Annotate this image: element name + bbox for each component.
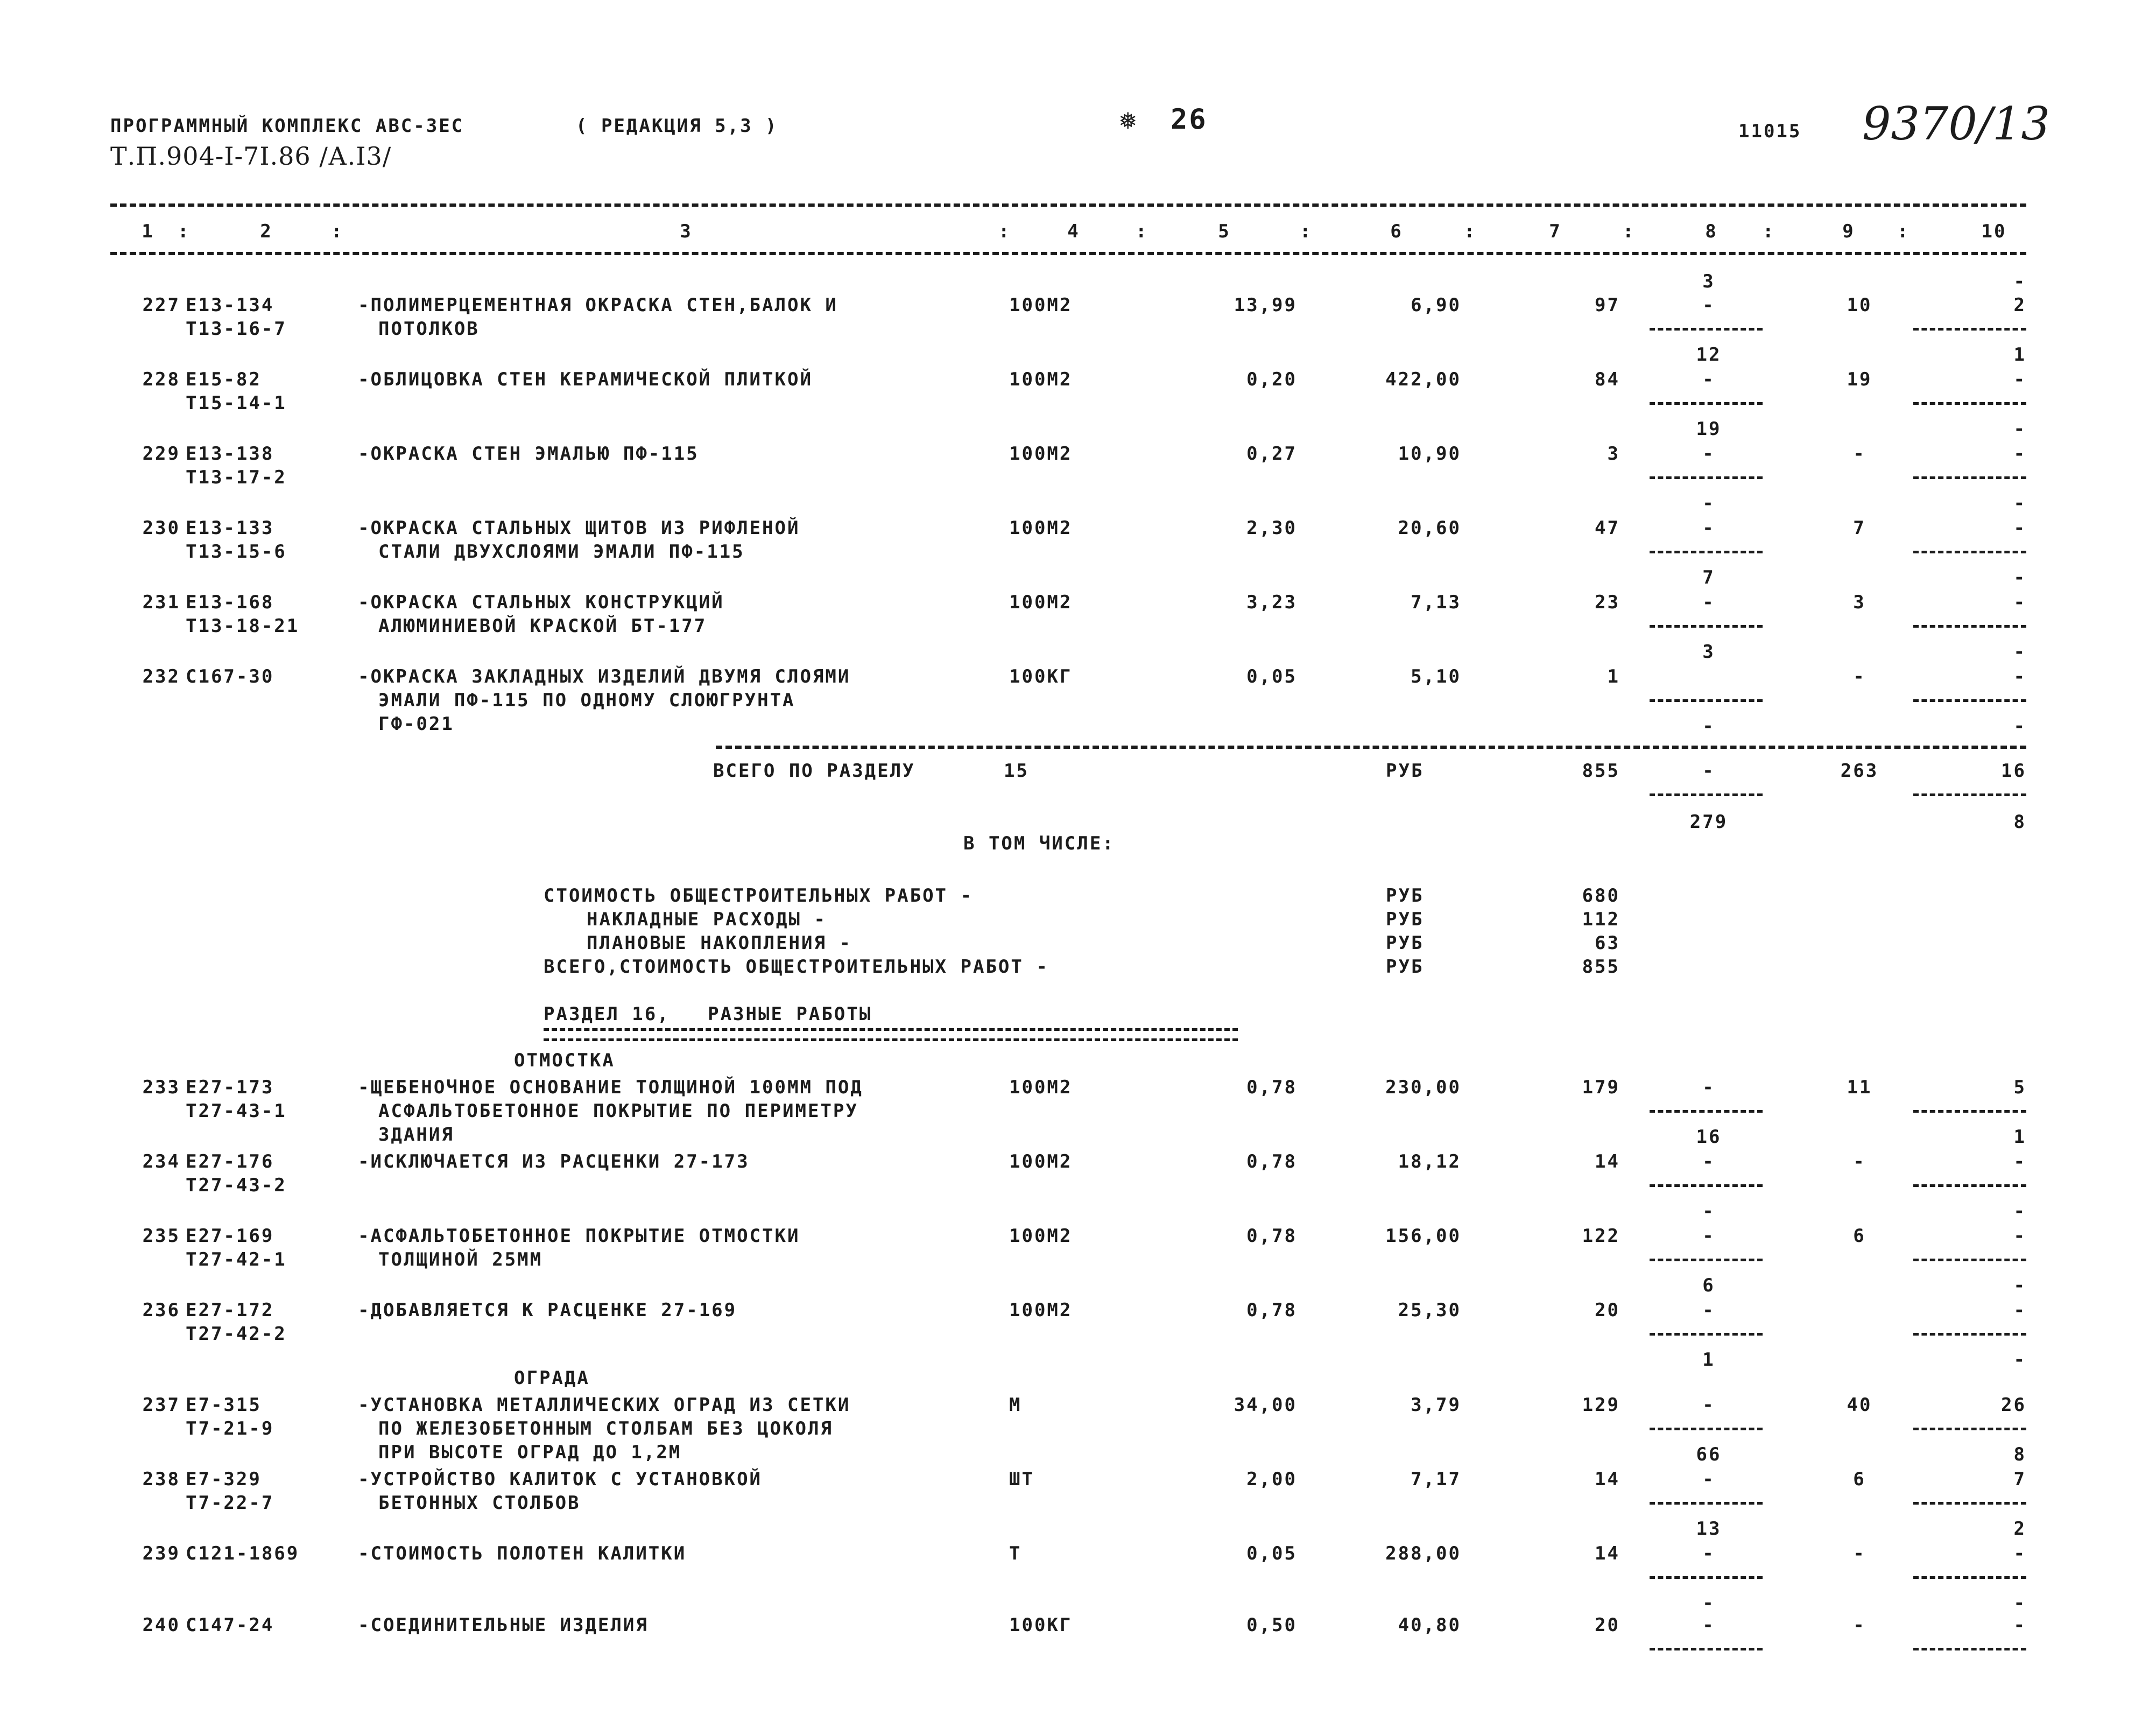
row-cost: 14 [1595, 1543, 1620, 1564]
row-col9: - [1853, 443, 1866, 465]
col8-underline [1650, 551, 1763, 553]
row-description-line: БЕТОННЫХ СТОЛБОВ [378, 1492, 581, 1514]
subheading-otmostka: ОТМОСТКА [514, 1050, 615, 1071]
row-code: Е27-172 [186, 1299, 274, 1321]
col10-underline [1913, 1184, 2026, 1187]
row-col10-bottom: - [2013, 567, 2026, 588]
row-col8: - [1702, 1077, 1715, 1098]
col8-underline [1650, 402, 1763, 405]
row-code-secondary: Т27-42-2 [186, 1323, 287, 1345]
section-total-unit: РУБ [1386, 760, 1424, 782]
col10-underline [1913, 402, 2026, 405]
row-description-line: -ДОБАВЛЯЕТСЯ К РАСЦЕНКЕ 27-169 [358, 1299, 737, 1321]
row-description-line: -ОКРАСКА СТАЛЬНЫХ КОНСТРУКЦИЙ [358, 592, 724, 613]
row-col10: - [2013, 1543, 2026, 1564]
row-cost: 20 [1595, 1299, 1620, 1321]
row-code: Е27-169 [186, 1225, 274, 1247]
row-unit: 100М2 [1009, 1225, 1073, 1247]
row-code-secondary: Т13-15-6 [186, 541, 287, 563]
row-price: 230,00 [1385, 1077, 1461, 1098]
row-col8-bottom: 3 [1702, 641, 1715, 663]
row-description-line: -ПОЛИМЕРЦЕМЕНТНАЯ ОКРАСКА СТЕН,БАЛОК И [358, 294, 838, 316]
row-col9: 40 [1847, 1394, 1872, 1416]
row-code-secondary: Т7-22-7 [186, 1492, 274, 1514]
row-number: 236 [142, 1299, 180, 1321]
row-quantity: 0,78 [1246, 1225, 1297, 1247]
row-price: 422,00 [1385, 369, 1461, 390]
row-code: С147-24 [186, 1614, 274, 1636]
column-separator: : [1300, 221, 1313, 242]
row-description-line: ТОЛЩИНОЙ 25ММ [378, 1249, 543, 1270]
summary-label: НАКЛАДНЫЕ РАСХОДЫ - [587, 909, 827, 930]
row-number: 238 [142, 1469, 180, 1490]
row-code-secondary: Т7-21-9 [186, 1418, 274, 1439]
col10-underline [1913, 1428, 2026, 1430]
column-number-2: 2 [260, 221, 273, 242]
row-description-line: -ОКРАСКА СТАЛЬНЫХ ЩИТОВ ИЗ РИФЛЕНОЙ [358, 517, 800, 539]
row-unit: 100М2 [1009, 592, 1073, 613]
column-number-7: 7 [1549, 221, 1562, 242]
row-col8-bottom: - [1702, 715, 1715, 737]
row-quantity: 0,78 [1246, 1151, 1297, 1172]
row-col10-bottom: 8 [2013, 1444, 2026, 1465]
summary-value: 63 [1595, 932, 1620, 954]
section-total-col9: 263 [1840, 760, 1879, 782]
row-col10-bottom: - [2013, 715, 2026, 737]
row-unit: 100М2 [1009, 294, 1073, 316]
row-col8: - [1702, 1225, 1715, 1247]
row-unit: 100М2 [1009, 443, 1073, 465]
row-unit: 100М2 [1009, 517, 1073, 539]
col8-underline [1650, 625, 1763, 628]
column-separator: : [1136, 221, 1149, 242]
row-price: 288,00 [1385, 1543, 1461, 1564]
including-label: В ТОМ ЧИСЛЕ: [963, 833, 1115, 854]
row-price: 6,90 [1411, 294, 1461, 316]
row-col10: 26 [2001, 1394, 2026, 1416]
row-quantity: 2,30 [1246, 517, 1297, 539]
col8-underline [1650, 1110, 1763, 1113]
section-total-col10-bottom: 8 [2013, 811, 2026, 833]
row-col8-bottom: - [1702, 493, 1715, 514]
row-col10: - [2013, 592, 2026, 613]
section-total-label: ВСЕГО ПО РАЗДЕЛУ [713, 760, 915, 782]
col10-underline [1913, 1648, 2026, 1650]
program-title: ПРОГРАММНЫЙ КОМПЛЕКС АВС-3ЕС [110, 115, 464, 137]
column-number-5: 5 [1218, 221, 1231, 242]
column-separator: : [998, 221, 1011, 242]
row-number: 228 [142, 369, 180, 390]
row-description-line: ПО ЖЕЛЕЗОБЕТОННЫМ СТОЛБАМ БЕЗ ЦОКОЛЯ [378, 1418, 833, 1439]
row-col10-bottom: - [2013, 1349, 2026, 1371]
row-quantity: 0,78 [1246, 1299, 1297, 1321]
row-description-line: -УСТАНОВКА МЕТАЛЛИЧЕСКИХ ОГРАД ИЗ СЕТКИ [358, 1394, 851, 1416]
row-cost: 14 [1595, 1151, 1620, 1172]
row-code-secondary: Т13-17-2 [186, 467, 287, 488]
row-col9: 10 [1847, 294, 1872, 316]
row-number: 237 [142, 1394, 180, 1416]
summary-unit: РУБ [1386, 909, 1424, 930]
row-price: 10,90 [1398, 443, 1461, 465]
col10-underline [1913, 699, 2026, 702]
row-unit: 100М2 [1009, 1077, 1073, 1098]
row-number: 231 [142, 592, 180, 613]
row-price: 18,12 [1398, 1151, 1461, 1172]
row-number: 240 [142, 1614, 180, 1636]
row-col10-bottom: - [2013, 1592, 2026, 1614]
row-code: Е13-134 [186, 294, 274, 316]
row-code: Е13-138 [186, 443, 274, 465]
row-price: 156,00 [1385, 1225, 1461, 1247]
col10-underline [1913, 1576, 2026, 1579]
page-glyph-icon: ❅ [1119, 103, 1138, 136]
row-code-secondary: Т27-43-2 [186, 1175, 287, 1196]
row-unit: М [1009, 1394, 1022, 1416]
row-col10-bottom: 2 [2013, 1518, 2026, 1540]
row-quantity: 0,78 [1246, 1077, 1297, 1098]
row-description-line: -ОКРАСКА СТЕН ЭМАЛЬЮ ПФ-115 [358, 443, 699, 465]
row-description-line: ПРИ ВЫСОТЕ ОГРАД ДО 1,2М [378, 1442, 682, 1463]
col8-underline [1650, 1648, 1763, 1650]
subheading-ograda: ОГРАДА [514, 1367, 590, 1389]
summary-label: ВСЕГО,СТОИМОСТЬ ОБЩЕСТРОИТЕЛЬНЫХ РАБОТ - [544, 956, 1049, 978]
summary-unit: РУБ [1386, 956, 1424, 978]
program-edition: ( РЕДАКЦИЯ 5,3 ) [576, 115, 778, 137]
col10-underline [1913, 1502, 2026, 1505]
row-price: 25,30 [1398, 1299, 1461, 1321]
row-quantity: 34,00 [1234, 1394, 1297, 1416]
row-col8: - [1702, 1543, 1715, 1564]
col10-underline [1913, 1259, 2026, 1261]
row-col8-bottom: - [1702, 1592, 1715, 1614]
col8-underline [1650, 1428, 1763, 1430]
row-cost: 129 [1582, 1394, 1620, 1416]
row-col8-bottom: 6 [1702, 1275, 1715, 1296]
summary-value: 112 [1582, 909, 1620, 930]
row-col10-bottom: - [2013, 1275, 2026, 1296]
row-col8: - [1702, 294, 1715, 316]
section-total-col8: - [1702, 760, 1715, 782]
row-col10: - [2013, 369, 2026, 390]
total-rule [716, 746, 2026, 749]
row-unit: Т [1009, 1543, 1022, 1564]
row-col8-bottom: 19 [1696, 418, 1722, 440]
row-col9: 19 [1847, 369, 1872, 390]
row-quantity: 3,23 [1246, 592, 1297, 613]
row-quantity: 13,99 [1234, 294, 1297, 316]
row-col8: - [1702, 592, 1715, 613]
row-col8: - [1702, 1614, 1715, 1636]
row-description-line: СТАЛИ ДВУХСЛОЯМИ ЭМАЛИ ПФ-115 [378, 541, 745, 563]
row-number: 229 [142, 443, 180, 465]
row-code: Е7-329 [186, 1469, 262, 1490]
summary-label: СТОИМОСТЬ ОБЩЕСТРОИТЕЛЬНЫХ РАБОТ - [544, 885, 973, 907]
row-cost: 84 [1595, 369, 1620, 390]
row-unit: ШТ [1009, 1469, 1034, 1490]
document-code: 11015 [1738, 121, 1802, 142]
row-unit: 100М2 [1009, 369, 1073, 390]
column-separator: : [1763, 221, 1775, 242]
row-code: С167-30 [186, 666, 274, 687]
row-description-line: ГФ-021 [378, 713, 454, 735]
row-col10: - [2013, 1151, 2026, 1172]
row-col10: - [2013, 443, 2026, 465]
header-rule [110, 252, 2026, 255]
row-unit: 100М2 [1009, 1299, 1073, 1321]
row-col10: 7 [2013, 1469, 2026, 1490]
row-price: 20,60 [1398, 517, 1461, 539]
col8-underline [1650, 476, 1763, 479]
section-total-cost: 855 [1582, 760, 1620, 782]
col10-underline [1913, 476, 2026, 479]
row-description-line: ПОТОЛКОВ [378, 318, 480, 340]
row-col9: 6 [1853, 1469, 1866, 1490]
summary-label: ПЛАНОВЫЕ НАКОПЛЕНИЯ - [587, 932, 852, 954]
row-col10: 2 [2013, 294, 2026, 316]
section16-double-rule [544, 1028, 1238, 1041]
total-col8-underline [1650, 793, 1763, 796]
row-code-secondary: Т15-14-1 [186, 392, 287, 414]
row-cost: 3 [1607, 443, 1620, 465]
row-code: Е13-133 [186, 517, 274, 539]
row-col9: - [1853, 1151, 1866, 1172]
row-col10-bottom: - [2013, 493, 2026, 514]
row-quantity: 2,00 [1246, 1469, 1297, 1490]
row-col10-bottom: 1 [2013, 344, 2026, 366]
row-cost: 1 [1607, 666, 1620, 687]
col10-underline [1913, 328, 2026, 331]
row-description-line: -СТОИМОСТЬ ПОЛОТЕН КАЛИТКИ [358, 1543, 687, 1564]
col8-underline [1650, 328, 1763, 331]
row-description-line: ЭМАЛИ ПФ-115 ПО ОДНОМУ СЛОЮГРУНТА [378, 690, 795, 711]
section-total-col8-bottom: 279 [1689, 811, 1728, 833]
row-code-secondary: Т27-43-1 [186, 1100, 287, 1122]
row-cost: 97 [1595, 294, 1620, 316]
row-col10: - [2013, 1299, 2026, 1321]
row-col10: - [2013, 666, 2026, 687]
col8-underline [1650, 1259, 1763, 1261]
section16-title: РАЗДЕЛ 16, РАЗНЫЕ РАБОТЫ [544, 1003, 872, 1025]
column-separator: : [1623, 221, 1636, 242]
row-description-line: ЗДАНИЯ [378, 1124, 454, 1146]
col10-underline [1913, 551, 2026, 553]
row-col8: - [1702, 517, 1715, 539]
row-col8: - [1702, 369, 1715, 390]
row-col8: - [1702, 1299, 1715, 1321]
row-description-line: -ЩЕБЕНОЧНОЕ ОСНОВАНИЕ ТОЛЩИНОЙ 100ММ ПОД [358, 1077, 863, 1098]
row-col8-bottom: 7 [1702, 567, 1715, 588]
column-number-4: 4 [1067, 221, 1080, 242]
row-description-line: АСФАЛЬТОБЕТОННОЕ ПОКРЫТИЕ ПО ПЕРИМЕТРУ [378, 1100, 858, 1122]
document-id: Т.П.904-I-7I.86 /А.I3/ [110, 142, 392, 171]
row-price: 5,10 [1411, 666, 1461, 687]
row-col10: - [2013, 517, 2026, 539]
row-col10-bottom: - [2013, 641, 2026, 663]
row-number: 233 [142, 1077, 180, 1098]
row-col10-bottom: - [2013, 1200, 2026, 1222]
row-col9: 3 [1853, 592, 1866, 613]
row-cost: 23 [1595, 592, 1620, 613]
row-number: 235 [142, 1225, 180, 1247]
row-cost: 47 [1595, 517, 1620, 539]
column-number-8: 8 [1705, 221, 1718, 242]
row-col10: - [2013, 1225, 2026, 1247]
row-col9: - [1853, 666, 1866, 687]
row-description-line: -СОЕДИНИТЕЛЬНЫЕ ИЗДЕЛИЯ [358, 1614, 649, 1636]
row-quantity: 0,50 [1246, 1614, 1297, 1636]
row-description-line: -УСТРОЙСТВО КАЛИТОК С УСТАНОВКОЙ [358, 1469, 763, 1490]
row-quantity: 0,27 [1246, 443, 1297, 465]
col8-underline [1650, 1184, 1763, 1187]
row-code-secondary: Т27-42-1 [186, 1249, 287, 1270]
row-col10: - [2013, 1614, 2026, 1636]
section-total-count: 15 [1004, 760, 1029, 782]
row-col9: - [1853, 1543, 1866, 1564]
row-code-secondary: Т13-16-7 [186, 318, 287, 340]
row-price: 3,79 [1411, 1394, 1461, 1416]
row-unit: 100М2 [1009, 1151, 1073, 1172]
row-col8-bottom: - [1702, 1200, 1715, 1222]
row-description-line: -ОКРАСКА ЗАКЛАДНЫХ ИЗДЕЛИЙ ДВУМЯ СЛОЯМИ [358, 666, 851, 687]
row-col8: - [1702, 1151, 1715, 1172]
row-col8-bottom: 1 [1702, 1349, 1715, 1371]
column-separator: : [331, 221, 344, 242]
col8-underline [1650, 1502, 1763, 1505]
top-rule [110, 203, 2026, 207]
row-code: Е15-82 [186, 369, 262, 390]
row-description-line: -ОБЛИЦОВКА СТЕН КЕРАМИЧЕСКОЙ ПЛИТКОЙ [358, 369, 813, 390]
row-quantity: 0,05 [1246, 1543, 1297, 1564]
row-price: 7,17 [1411, 1469, 1461, 1490]
row-cost: 179 [1582, 1077, 1620, 1098]
row-col10: 5 [2013, 1077, 2026, 1098]
row-col9: 6 [1853, 1225, 1866, 1247]
row-number: 227 [142, 294, 180, 316]
total-col10-underline [1913, 793, 2026, 796]
row-quantity: 0,20 [1246, 369, 1297, 390]
row-col9: - [1853, 1614, 1866, 1636]
row-col8-bottom: 12 [1696, 344, 1722, 366]
row-col8-bottom: 16 [1696, 1126, 1722, 1148]
page-number: 26 [1171, 103, 1208, 136]
row-col8-top: 3 [1702, 271, 1715, 292]
row-unit: 100КГ [1009, 1614, 1073, 1636]
row-description-line: -ИСКЛЮЧАЕТСЯ ИЗ РАСЦЕНКИ 27-173 [358, 1151, 750, 1172]
column-number-9: 9 [1842, 221, 1855, 242]
row-code: Е7-315 [186, 1394, 262, 1416]
column-separator: : [1464, 221, 1477, 242]
column-number-6: 6 [1390, 221, 1403, 242]
row-cost: 14 [1595, 1469, 1620, 1490]
row-cost: 20 [1595, 1614, 1620, 1636]
row-number: 232 [142, 666, 180, 687]
handwritten-number: 9370/13 [1862, 97, 2050, 150]
summary-value: 680 [1582, 885, 1620, 907]
row-col8: - [1702, 443, 1715, 465]
row-number: 239 [142, 1543, 180, 1564]
row-cost: 122 [1582, 1225, 1620, 1247]
row-quantity: 0,05 [1246, 666, 1297, 687]
column-number-1: 1 [142, 221, 154, 242]
row-col10-bottom: 1 [2013, 1126, 2026, 1148]
col10-underline [1913, 1333, 2026, 1336]
column-number-10: 10 [1981, 221, 2007, 242]
summary-unit: РУБ [1386, 932, 1424, 954]
section-total-col10: 16 [2001, 760, 2026, 782]
row-code: С121-1869 [186, 1543, 300, 1564]
row-col8: - [1702, 1469, 1715, 1490]
row-col8: - [1702, 1394, 1715, 1416]
row-col8-bottom: 66 [1696, 1444, 1722, 1465]
row-number: 234 [142, 1151, 180, 1172]
col8-underline [1650, 1333, 1763, 1336]
row-code: Е27-173 [186, 1077, 274, 1098]
column-separator: : [178, 221, 191, 242]
row-description-line: -АСФАЛЬТОБЕТОННОЕ ПОКРЫТИЕ ОТМОСТКИ [358, 1225, 800, 1247]
row-code-secondary: Т13-18-21 [186, 615, 300, 637]
column-separator: : [1897, 221, 1910, 242]
col8-underline [1650, 699, 1763, 702]
column-number-3: 3 [680, 221, 693, 242]
row-col10-top: - [2013, 271, 2026, 292]
summary-unit: РУБ [1386, 885, 1424, 907]
row-col9: 7 [1853, 517, 1866, 539]
row-code: Е27-176 [186, 1151, 274, 1172]
row-col8-bottom: 13 [1696, 1518, 1722, 1540]
row-number: 230 [142, 517, 180, 539]
row-col9: 11 [1847, 1077, 1872, 1098]
row-code: Е13-168 [186, 592, 274, 613]
row-col10-bottom: - [2013, 418, 2026, 440]
summary-value: 855 [1582, 956, 1620, 978]
row-price: 40,80 [1398, 1614, 1461, 1636]
row-description-line: АЛЮМИНИЕВОЙ КРАСКОЙ БТ-177 [378, 615, 707, 637]
col10-underline [1913, 1110, 2026, 1113]
row-price: 7,13 [1411, 592, 1461, 613]
col8-underline [1650, 1576, 1763, 1579]
col10-underline [1913, 625, 2026, 628]
row-unit: 100КГ [1009, 666, 1073, 687]
